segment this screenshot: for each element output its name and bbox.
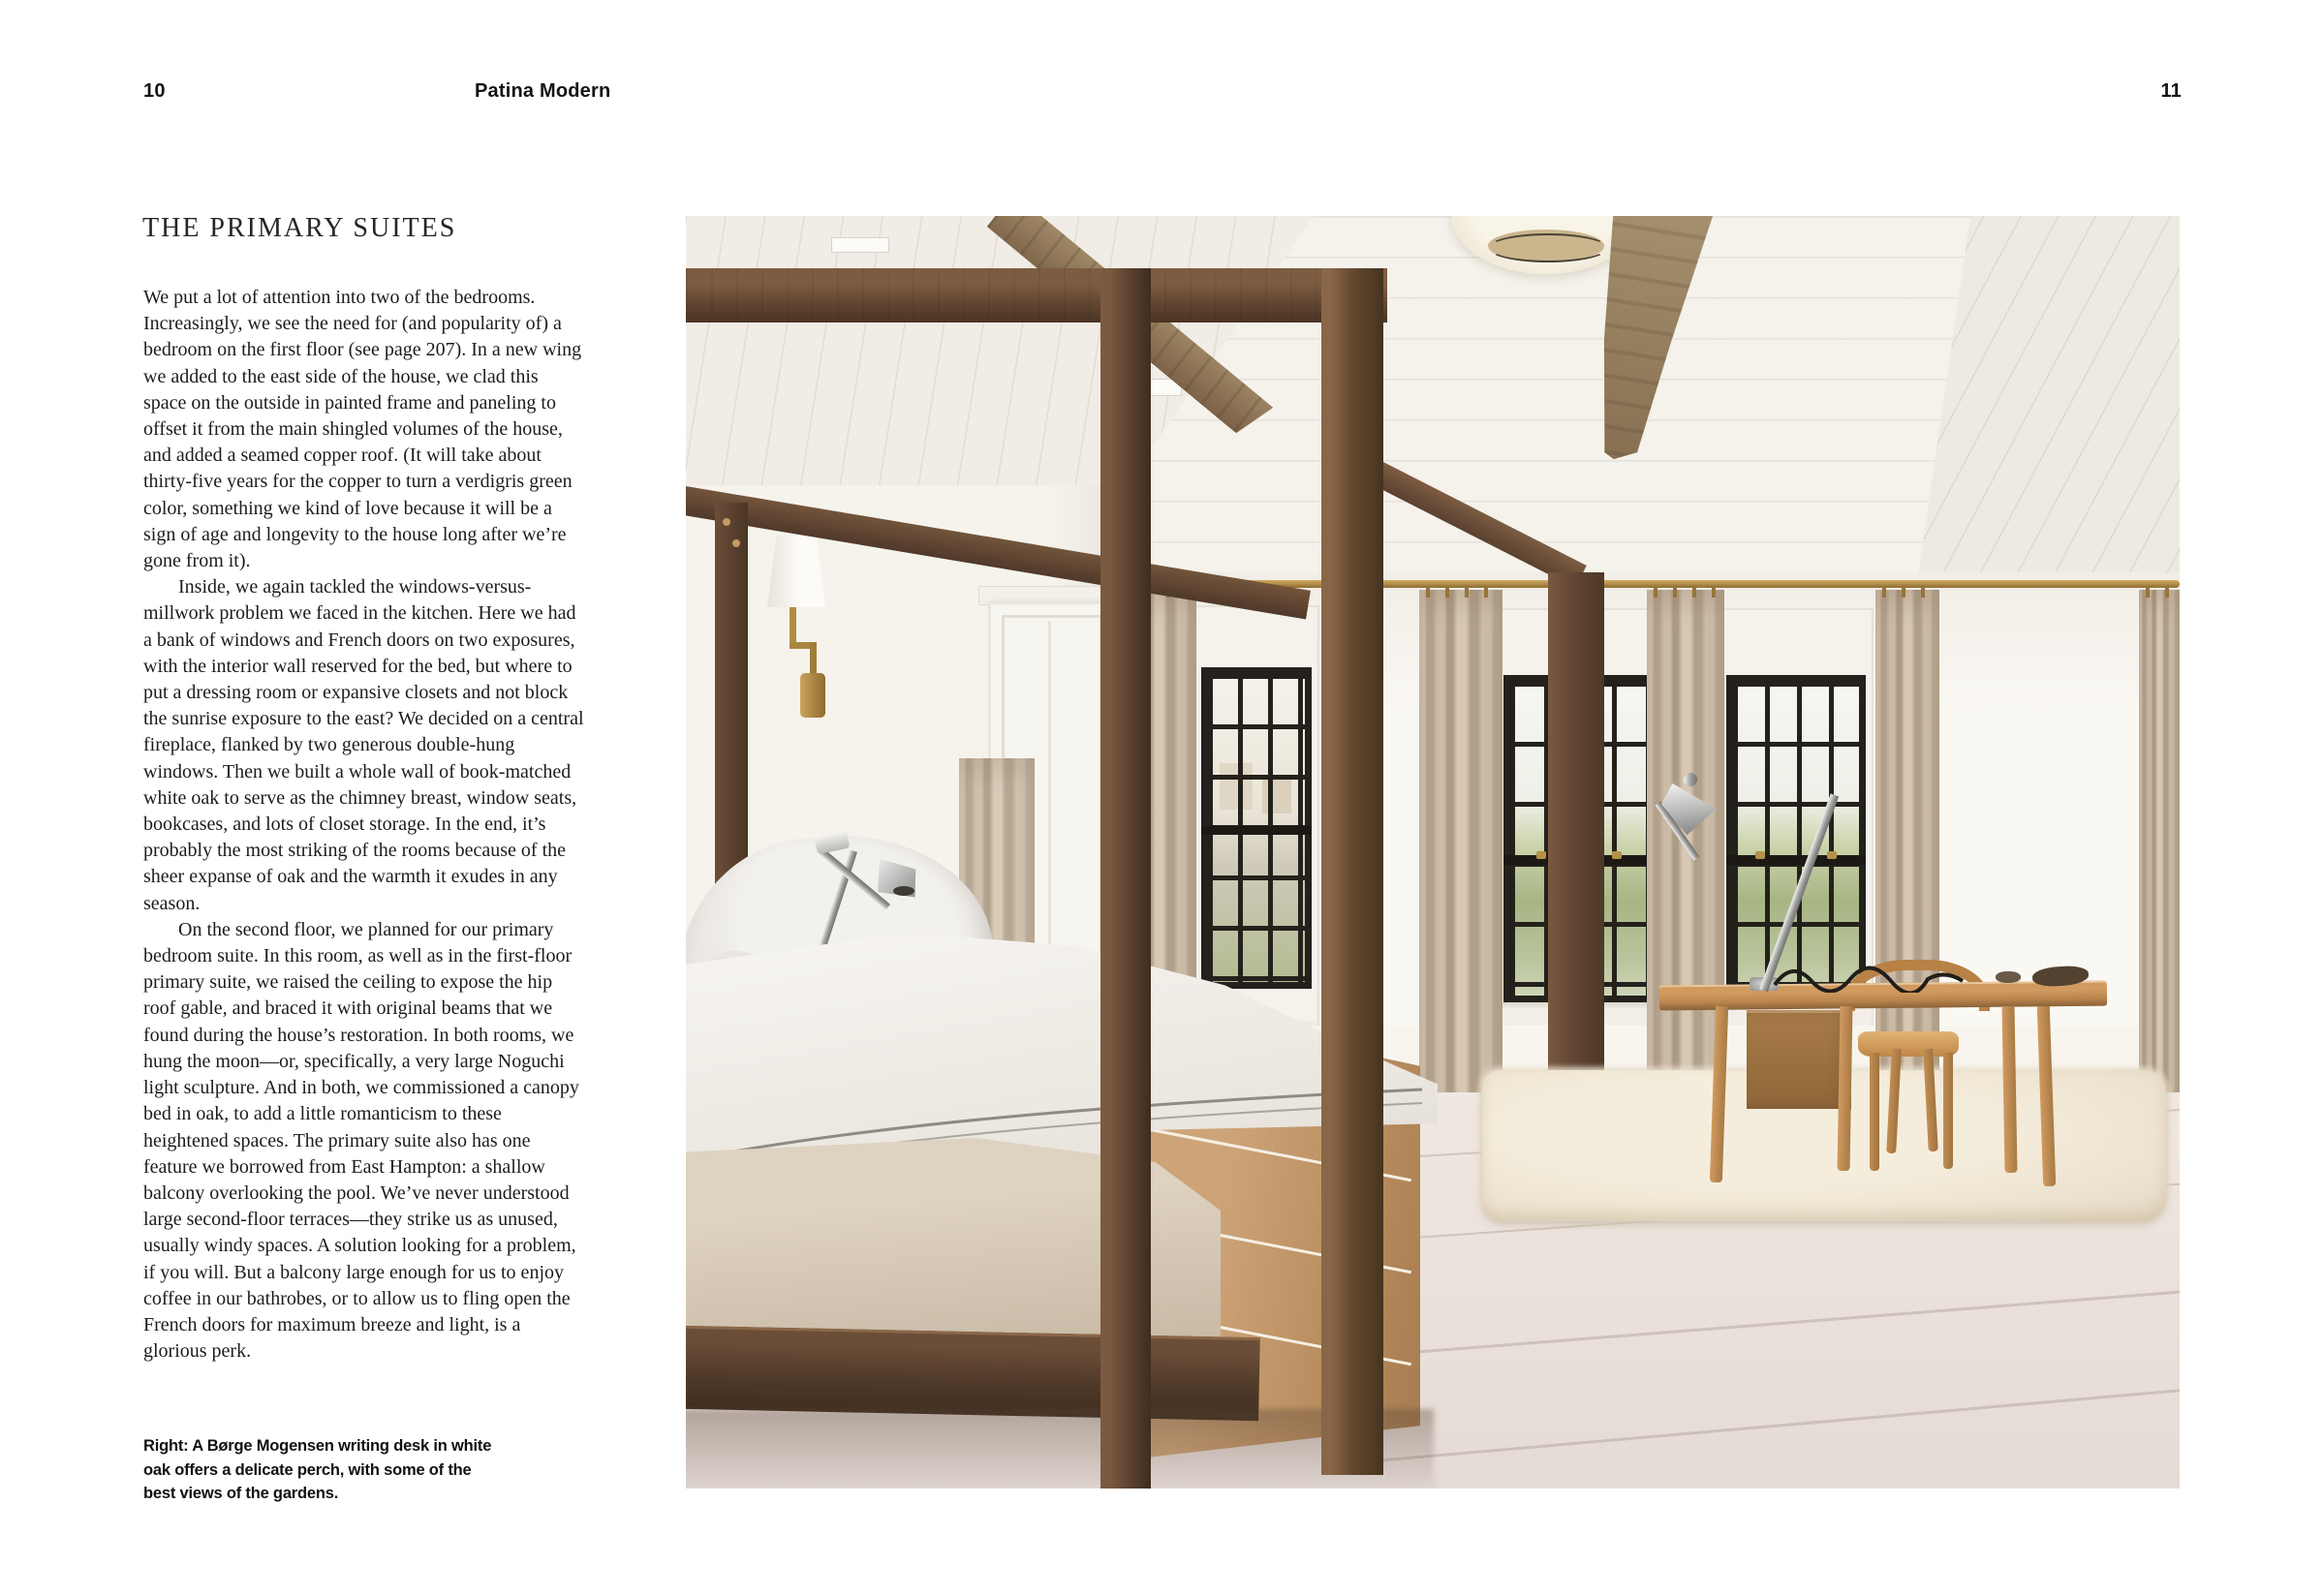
window-glass <box>1733 682 1859 996</box>
window-meeting-rail <box>1201 826 1312 835</box>
brass-sash-lock <box>1755 851 1765 859</box>
brass-sash-lock <box>1827 851 1837 859</box>
joinery-dowel <box>723 518 730 526</box>
paragraph: Inside, we again tackled the windows-versus-millwork problem we faced in the kitchen. Here we had a bank of windows and French doors on two exposures, with the interior wall reserved for the bed, but where to put a dressing room or expansive closets and not block the sunrise exposure to the east? We decided on a central fireplace, flanked by two generous double-hung windows. Then we built a whole wall of book-matched white oak to serve as the chimney breast, window seats, bookcases, and lots of closet storage. In the end, it’s probably the most striking of the rooms because of the sheer expanse of oak and the warmth it exudes in any season. <box>143 576 584 914</box>
canopy-bed-post <box>1321 268 1383 1475</box>
canopy-top-rail <box>686 268 1387 322</box>
curtain-rings <box>2139 586 2180 598</box>
canopy-bed-post <box>1100 268 1151 1489</box>
photo-caption: Right: A Børge Mogensen writing desk in white oak offers a delicate perch, with some of the best views of the gardens. <box>143 1437 492 1502</box>
paragraph: We put a lot of attention into two of the bedrooms. Increasingly, we see the need for (and popularity of) a bedroom on the first floor (see page 207). In a new wing we added to the east side of the house, we clad this space on the outside in painted frame and paneling to offset it from the main shingled volumes of the house, and added a seamed copper roof. (It will take about thirty-five years for the copper to turn a verdigris green color, something we kind of love because it will be a sign of age and longevity to the house long after we’re gone from it). <box>143 287 582 572</box>
curtain-panel <box>1419 590 1502 1132</box>
bed-base-rail <box>686 1326 1260 1422</box>
curtain-rings <box>1875 586 1939 598</box>
window <box>1193 605 1319 1028</box>
section-heading: THE PRIMARY SUITES <box>142 213 457 243</box>
canopy-bed-post <box>1548 572 1604 1128</box>
door-panel-line <box>1048 621 1051 985</box>
lantern-wire <box>1488 233 1608 262</box>
curtain-panel <box>1647 590 1724 1132</box>
power-cable <box>1771 952 1974 993</box>
chair-leg <box>1870 1053 1879 1171</box>
body-text-column <box>143 285 585 1365</box>
desk-lamp-joint <box>1684 773 1697 786</box>
brass-sash-lock <box>1612 851 1622 859</box>
bedroom-photo <box>686 216 2180 1489</box>
curtain-rings <box>1647 586 1724 598</box>
page-number-right: 11 <box>2160 80 2182 102</box>
window-meeting-rail <box>1726 855 1866 865</box>
brass-sash-lock <box>1536 851 1546 859</box>
paragraph: On the second floor, we planned for our primary bedroom suite. In this room, as well as in the first-floor primary suite, we raised the ceiling to expose the hip roof gable, and braced it with original beams that we found during the house’s restoration. In both rooms, we hung the moon—or, specifically, a very large Noguchi light sculpture. And in both, we commissioned a canopy bed in oak, to add a little romanticism to these heightened spaces. The primary suite also has one feature we borrowed from East Hampton: a shallow balcony overlooking the pool. We’ve never understood large second-floor terraces—they strike us as unused, usually windy spaces. A solution looking for a problem, if you will. But a balcony large enough for us to enjoy coffee in our bathrobes, or to allow us to fling open the French doors for maximum breeze and light, is a glorious perk. <box>143 918 579 1363</box>
window-muntins <box>1733 682 1859 996</box>
ceiling-vent <box>831 237 889 253</box>
window-frame <box>1201 667 1312 989</box>
desk-object <box>1996 971 2021 983</box>
joinery-dowel <box>732 539 740 547</box>
running-head-book-title: Patina Modern <box>475 80 611 102</box>
canopy-rear-post <box>715 503 748 890</box>
floor-plank-seam <box>1364 1389 2180 1463</box>
curtain-panel <box>2139 590 2180 1132</box>
chair-leg <box>1943 1053 1953 1169</box>
curtain-rings <box>1419 586 1502 598</box>
wall-sconce-backplate <box>800 673 825 718</box>
reading-lamp-shade-opening <box>893 886 914 896</box>
desk-drawer-box <box>1747 1010 1851 1109</box>
wall-sconce-shade <box>767 536 825 607</box>
page-number-left: 10 <box>143 80 166 102</box>
